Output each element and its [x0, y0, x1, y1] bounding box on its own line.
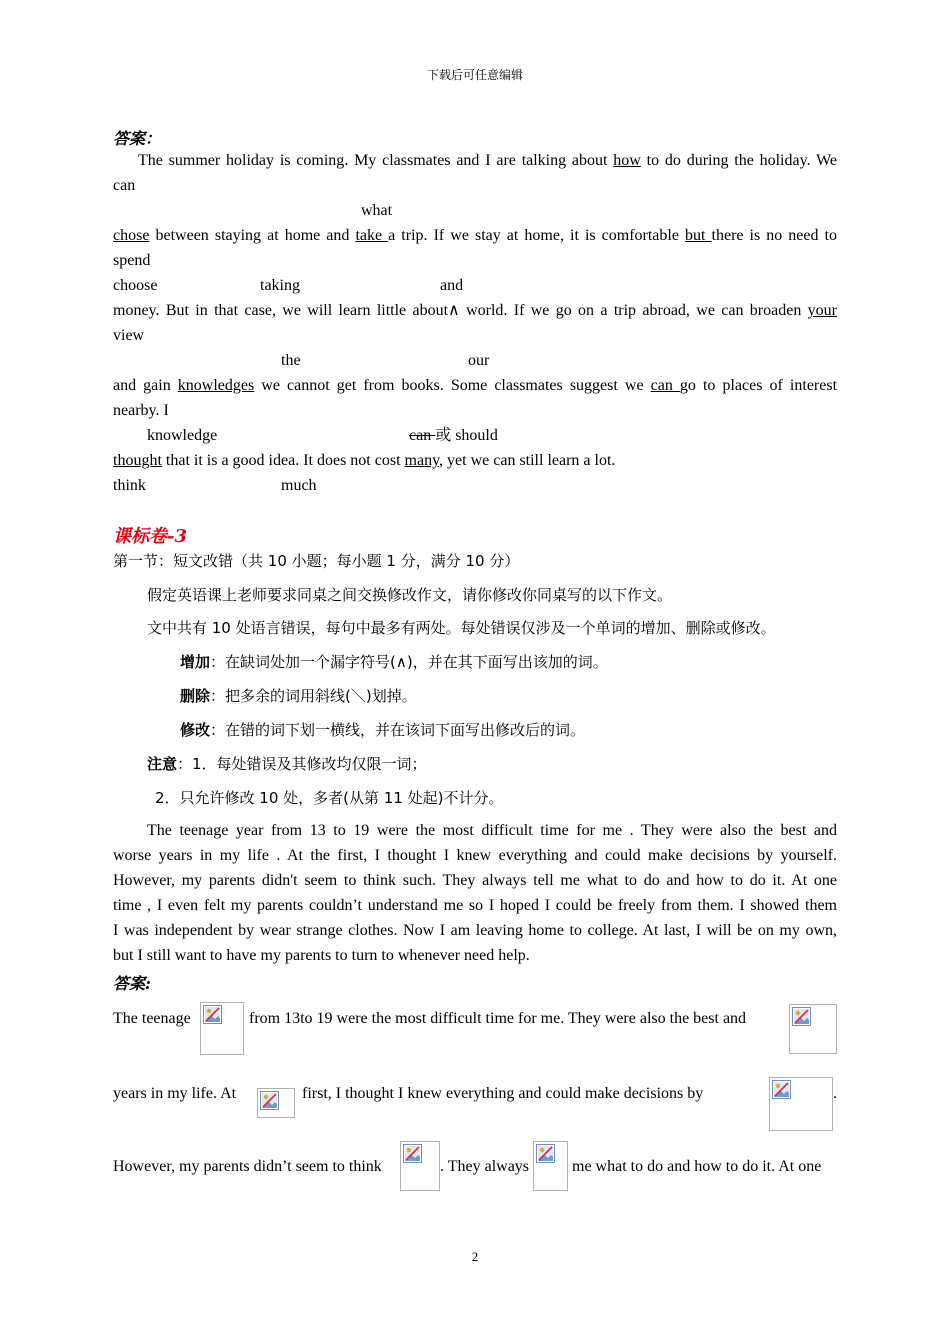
answer1-line-11: nearby. I	[113, 402, 169, 419]
correction-much: much	[281, 477, 317, 494]
answer-label: 答案：	[113, 129, 162, 148]
correction-and: and	[440, 277, 464, 294]
answer1-line-13: thought that it is a good idea. It does not cost many, yet we can still learn a lot.	[113, 452, 616, 469]
answer1-line-1: The summer holiday is coming. My classmates and I are talking about how to do during the holiday. We	[138, 152, 837, 169]
correction-the: the	[281, 352, 301, 369]
answer2-label: 答案:	[113, 974, 151, 993]
instruction-add: 增加：在缺词处加一个漏字符号(∧)，并在其下面写出该加的词。	[180, 653, 608, 671]
instruction-delete: 删除：把多余的词用斜线(＼)划掉。	[180, 687, 417, 705]
correction-taking: taking	[260, 277, 300, 294]
page-header: 下载后可任意编辑	[426, 68, 523, 82]
correction-choose: choose	[113, 277, 158, 294]
answer2-row1-a: The teenage	[113, 1010, 191, 1027]
answer1-line-5: spend	[113, 252, 151, 269]
essay-line-4: time , I even felt my parents couldn’t understand me so I hoped I could be freely from them. I showed them	[113, 897, 837, 914]
note-1: 注意：1．每处错误及其修改均仅限一词；	[147, 755, 427, 773]
answer1-line-10: and gain knowledges we cannot get from books. Some classmates suggest we can go to places of interest	[113, 377, 838, 394]
essay-line-2: worse years in my life . At the first, I thought I knew everything and could make decisions by yourself.	[113, 847, 837, 864]
page-number: 2	[471, 1249, 479, 1264]
answer2-row2-b: first, I thought I knew everything and could make decisions by	[302, 1085, 704, 1102]
answer2-row3-a: However, my parents didn’t seem to think	[113, 1158, 382, 1175]
correction-should: can 或 should	[409, 427, 498, 444]
answer1-line-2: can	[113, 177, 136, 194]
answer1-line-7: money. But in that case, we will learn little about∧ world. If we go on a trip abroad, we can broaden your	[113, 302, 837, 319]
instruction-1: 假定英语课上老师要求同桌之间交换修改作文，请你修改你同桌写的以下作文。	[147, 586, 673, 604]
answer2-row3-c: me what to do and how to do it. At one	[572, 1158, 822, 1175]
essay-line-5: I was independent by wear strange clothes. Now I am leaving home to college. At last, I will be on my own,	[113, 922, 837, 939]
instruction-modify: 修改：在错的词下划一横线，并在该词下面写出修改后的词。	[180, 721, 586, 739]
answer2-row2-a: years in my life. At	[113, 1085, 237, 1102]
answer2-row1-b: from 13to 19 were the most difficult time for me. They were also the best and	[249, 1010, 747, 1027]
correction-what: what	[361, 202, 393, 219]
note-2: 2．只允许修改 10 处，多者(从第 11 处起)不计分。	[155, 789, 504, 807]
broken-image-icon	[257, 1088, 295, 1118]
answer2-row3-b: . They always	[440, 1158, 530, 1175]
correction-our: our	[468, 352, 490, 369]
broken-image-icon	[533, 1141, 568, 1191]
answer2-row2-c: .	[833, 1085, 837, 1102]
answer1-line-4: chose between staying at home and take a trip. If we stay at home, it is comfortable but there is no need to	[113, 227, 838, 244]
answer1-line-8: view	[113, 327, 145, 344]
broken-image-icon	[200, 1002, 244, 1055]
broken-image-icon	[400, 1141, 440, 1191]
section-title: 课标卷-3	[113, 526, 187, 547]
broken-image-icon	[769, 1077, 833, 1131]
essay-line-6: but I still want to have my parents to turn to whenever need help.	[113, 947, 530, 964]
section-subtitle: 第一节：短文改错（共 10 小题；每小题 1 分，满分 10 分）	[113, 552, 520, 570]
broken-image-icon	[789, 1004, 837, 1054]
correction-think: think	[113, 477, 146, 494]
instruction-2: 文中共有 10 处语言错误，每句中最多有两处。每处错误仅涉及一个单词的增加、删除或修改。	[147, 619, 776, 637]
correction-knowledge: knowledge	[147, 427, 218, 444]
essay-line-1: The teenage year from 13 to 19 were the most difficult time for me . They were also the best and	[147, 822, 837, 839]
essay-line-3: However, my parents didn't seem to think such. They always tell me what to do and how to do it. At one	[113, 872, 837, 889]
